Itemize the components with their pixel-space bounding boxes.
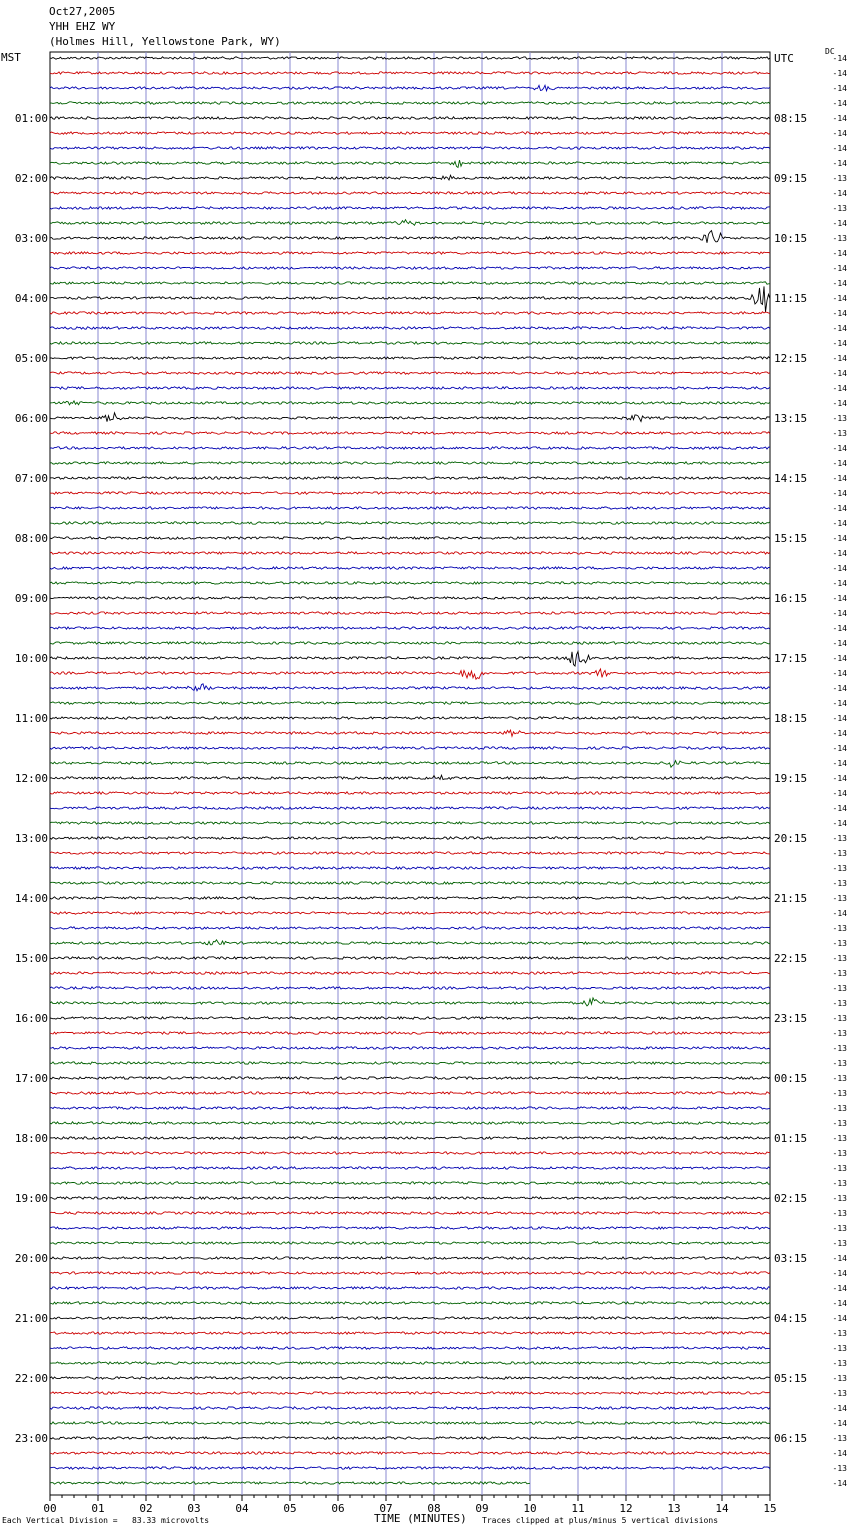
dc-offset-label: -14	[832, 624, 847, 633]
x-tick-label: 07	[379, 1502, 393, 1515]
trace-line	[50, 940, 770, 945]
trace-line	[50, 669, 770, 679]
dc-offset-label: -14	[832, 594, 847, 603]
dc-offset-label: -13	[832, 894, 847, 903]
dc-offset-label: -14	[832, 84, 847, 93]
dc-offset-label: -13	[832, 849, 847, 858]
dc-offset-label: -14	[832, 1299, 847, 1308]
utc-hour-label: 15:15	[774, 532, 808, 545]
utc-hour-label: 14:15	[774, 472, 808, 485]
x-tick-label: 06	[331, 1502, 345, 1515]
dc-offset-label: -13	[832, 414, 847, 423]
trace-line	[50, 312, 770, 314]
trace-line	[50, 597, 770, 599]
trace-line	[50, 447, 770, 449]
dc-offset-label: -14	[832, 54, 847, 63]
trace-line	[50, 282, 770, 284]
dc-offset-label: -14	[832, 69, 847, 78]
mst-hour-label: 08:00	[14, 532, 48, 545]
dc-offset-label: -14	[832, 189, 847, 198]
dc-offset-label: -13	[832, 1059, 847, 1068]
trace-line	[50, 1077, 770, 1079]
dc-offset-label: -14	[832, 684, 847, 693]
trace-line	[50, 492, 770, 494]
dc-offset-label: -13	[832, 1119, 847, 1128]
trace-line	[50, 267, 770, 269]
trace-line	[50, 1167, 770, 1169]
dc-offset-label: -13	[832, 1014, 847, 1023]
dc-offset-label: -13	[832, 879, 847, 888]
dc-offset-label: -14	[832, 1404, 847, 1413]
trace-line	[50, 1422, 770, 1424]
trace-line	[50, 327, 770, 329]
utc-hour-label: 04:15	[774, 1312, 808, 1325]
dc-offset-label: -13	[832, 924, 847, 933]
dc-offset-label: -13	[832, 234, 847, 243]
trace-line	[50, 1152, 770, 1154]
utc-hour-label: 22:15	[774, 952, 808, 965]
dc-offset-label: -14	[832, 249, 847, 258]
utc-hour-label: 00:15	[774, 1072, 808, 1085]
mst-hour-label: 23:00	[14, 1432, 48, 1445]
trace-line	[50, 477, 770, 479]
dc-offset-label: -14	[832, 549, 847, 558]
trace-line	[50, 1062, 770, 1064]
dc-offset-label: -14	[832, 384, 847, 393]
trace-line	[50, 1452, 770, 1454]
dc-label: DC	[825, 47, 835, 56]
dc-offset-label: -14	[832, 1254, 847, 1263]
trace-line	[50, 912, 770, 914]
trace-line	[50, 1092, 770, 1094]
dc-offset-label: -14	[832, 789, 847, 798]
trace-line	[50, 1347, 770, 1349]
trace-line	[50, 867, 770, 869]
dc-offset-label: -14	[832, 474, 847, 483]
clip-note: Traces clipped at plus/minus 5 vertical divisions	[482, 1516, 719, 1525]
trace-line	[50, 413, 770, 422]
mst-hour-label: 02:00	[14, 172, 48, 185]
dc-offset-label: -14	[832, 489, 847, 498]
dc-offset-label: -14	[832, 819, 847, 828]
dc-offset-label: -14	[832, 1479, 847, 1488]
trace-line	[50, 1317, 770, 1319]
dc-offset-label: -13	[832, 1194, 847, 1203]
trace-line	[50, 1287, 770, 1289]
mst-hour-label: 05:00	[14, 352, 48, 365]
utc-hour-label: 21:15	[774, 892, 808, 905]
dc-offset-label: -14	[832, 639, 847, 648]
mst-hour-label: 04:00	[14, 292, 48, 305]
mst-label: MST	[1, 51, 21, 64]
dc-offset-label: -14	[832, 534, 847, 543]
dc-offset-label: -13	[832, 1089, 847, 1098]
minute-gridlines	[50, 52, 770, 1501]
dc-offset-label: -14	[832, 369, 847, 378]
dc-offset-label: -14	[832, 219, 847, 228]
trace-line	[50, 401, 770, 405]
dc-offset-label: -13	[832, 429, 847, 438]
trace-line	[50, 652, 770, 667]
dc-offset-label: -14	[832, 159, 847, 168]
dc-offset-label: -14	[832, 759, 847, 768]
utc-hour-label: 01:15	[774, 1132, 808, 1145]
trace-line	[50, 730, 770, 736]
dc-offset-label: -14	[832, 774, 847, 783]
trace-line	[50, 552, 770, 554]
dc-offset-label: -14	[832, 339, 847, 348]
trace-line	[50, 1227, 770, 1229]
trace-line	[50, 220, 770, 226]
dc-offset-label: -13	[832, 954, 847, 963]
x-tick-label: 10	[523, 1502, 537, 1515]
dc-offset-label: -13	[832, 1374, 847, 1383]
trace-line	[50, 160, 770, 167]
mst-hour-label: 20:00	[14, 1252, 48, 1265]
trace-line	[50, 882, 770, 884]
mst-hour-label: 18:00	[14, 1132, 48, 1145]
trace-line	[50, 117, 770, 119]
utc-hour-label: 12:15	[774, 352, 808, 365]
trace-line	[50, 1437, 770, 1439]
dc-offset-label: -13	[832, 1239, 847, 1248]
dc-offset-label: -13	[832, 1164, 847, 1173]
utc-hour-label: 11:15	[774, 292, 808, 305]
trace-line	[50, 507, 770, 509]
trace-line	[50, 1032, 770, 1034]
x-tick-label: 13	[667, 1502, 681, 1515]
mst-hour-label: 01:00	[14, 112, 48, 125]
trace-line	[50, 1257, 770, 1259]
x-tick-label: 15	[763, 1502, 777, 1515]
trace-line	[50, 1242, 770, 1244]
seismic-traces	[50, 57, 770, 1484]
trace-line	[50, 761, 770, 768]
dc-offset-label: -13	[832, 1344, 847, 1353]
dc-offset-label: -13	[832, 939, 847, 948]
dc-offset-label: -14	[832, 1269, 847, 1278]
dc-offset-label: -14	[832, 804, 847, 813]
dc-offset-label: -13	[832, 1029, 847, 1038]
trace-line	[50, 807, 770, 809]
trace-line	[50, 432, 770, 434]
trace-line	[50, 612, 770, 614]
scale-note: Each Vertical Division = 83.33 microvolts	[2, 1516, 210, 1525]
utc-hour-label: 02:15	[774, 1192, 808, 1205]
dc-offset-label: -13	[832, 1179, 847, 1188]
trace-line	[50, 987, 770, 989]
trace-line	[50, 642, 770, 644]
dc-offset-label: -13	[832, 1434, 847, 1443]
utc-hour-label: 05:15	[774, 1372, 808, 1385]
utc-hour-label: 19:15	[774, 772, 808, 785]
x-tick-label: 01	[91, 1502, 105, 1515]
dc-offset-label: -13	[832, 1209, 847, 1218]
trace-line	[50, 72, 770, 74]
x-tick-label: 08	[427, 1502, 441, 1515]
trace-line	[50, 207, 770, 209]
mst-hour-label: 16:00	[14, 1012, 48, 1025]
x-tick-label: 09	[475, 1502, 489, 1515]
trace-line	[50, 775, 770, 779]
utc-hour-label: 06:15	[774, 1432, 808, 1445]
trace-line	[50, 837, 770, 839]
trace-line	[50, 792, 770, 794]
dc-offset-label: -13	[832, 969, 847, 978]
dc-offset-label: -13	[832, 1329, 847, 1338]
dc-offset-label: -14	[832, 324, 847, 333]
dc-offset-label: -13	[832, 174, 847, 183]
trace-line	[50, 1302, 770, 1304]
mst-hour-label: 06:00	[14, 412, 48, 425]
dc-offset-label: -13	[832, 1104, 847, 1113]
trace-line	[50, 1392, 770, 1394]
dc-offset-label: -13	[832, 1389, 847, 1398]
utc-hour-label: 09:15	[774, 172, 808, 185]
trace-line	[50, 231, 770, 243]
trace-line	[50, 852, 770, 854]
dc-offset-label: -13	[832, 1134, 847, 1143]
trace-line	[50, 1467, 770, 1469]
trace-line	[50, 1407, 770, 1409]
trace-line	[50, 102, 770, 104]
dc-offset-label: -14	[832, 354, 847, 363]
dc-offset-label: -14	[832, 744, 847, 753]
dc-offset-label: -14	[832, 1419, 847, 1428]
dc-offset-label: -14	[832, 714, 847, 723]
dc-offset-label: -14	[832, 609, 847, 618]
dc-offset-label: -14	[832, 144, 847, 153]
mst-hour-label: 17:00	[14, 1072, 48, 1085]
mst-hour-label: 09:00	[14, 592, 48, 605]
x-tick-label: 03	[187, 1502, 201, 1515]
trace-line	[50, 1212, 770, 1214]
dc-offset-label: -14	[832, 99, 847, 108]
location-label: (Holmes Hill, Yellowstone Park, WY)	[49, 35, 281, 48]
mst-hour-label: 10:00	[14, 652, 48, 665]
trace-line	[50, 462, 770, 464]
dc-offset-label: -14	[832, 1449, 847, 1458]
trace-line	[50, 1197, 770, 1199]
trace-line	[50, 1017, 770, 1019]
dc-offset-label: -14	[832, 654, 847, 663]
dc-offset-label: -14	[832, 129, 847, 138]
dc-offset-label: -13	[832, 1359, 847, 1368]
dc-offset-label: -14	[832, 399, 847, 408]
dc-offset-label: -13	[832, 1149, 847, 1158]
x-axis-title: TIME (MINUTES)	[374, 1512, 467, 1525]
trace-line	[50, 57, 770, 59]
trace-line	[50, 85, 770, 91]
utc-hour-label: 08:15	[774, 112, 808, 125]
trace-line	[50, 132, 770, 134]
mst-hour-label: 19:00	[14, 1192, 48, 1205]
date-label: Oct27,2005	[49, 5, 116, 18]
trace-line	[50, 684, 770, 691]
dc-offset-label: -14	[832, 279, 847, 288]
utc-label: UTC	[774, 52, 794, 65]
dc-offset-label: -14	[832, 309, 847, 318]
trace-line	[50, 582, 770, 584]
trace-line	[50, 567, 770, 569]
trace-line	[50, 357, 770, 359]
trace-line	[50, 1122, 770, 1124]
x-tick-label: 04	[235, 1502, 249, 1515]
mst-hour-label: 15:00	[14, 952, 48, 965]
dc-offset-label: -14	[832, 519, 847, 528]
trace-line	[50, 1182, 770, 1184]
trace-line	[50, 702, 770, 704]
trace-line	[50, 537, 770, 539]
dc-offset-label: -14	[832, 564, 847, 573]
trace-line	[50, 1272, 770, 1274]
utc-hour-label: 10:15	[774, 232, 808, 245]
trace-line	[50, 192, 770, 194]
trace-line	[50, 1332, 770, 1334]
x-tick-label: 11	[571, 1502, 585, 1515]
x-tick-label: 00	[43, 1502, 57, 1515]
dc-offset-label: -14	[832, 114, 847, 123]
dc-offset-label: -13	[832, 1044, 847, 1053]
utc-hour-label: 18:15	[774, 712, 808, 725]
trace-line	[50, 927, 770, 929]
trace-line	[50, 1377, 770, 1379]
trace-line	[50, 747, 770, 749]
mst-hour-label: 03:00	[14, 232, 48, 245]
dc-offset-label: -14	[832, 579, 847, 588]
dc-offset-label: -13	[832, 834, 847, 843]
utc-hour-label: 23:15	[774, 1012, 808, 1025]
x-tick-label: 02	[139, 1502, 153, 1515]
dc-offset-label: -13	[832, 864, 847, 873]
trace-line	[50, 897, 770, 899]
trace-line	[50, 1137, 770, 1139]
dc-offset-label: -14	[832, 669, 847, 678]
x-tick-label: 12	[619, 1502, 633, 1515]
trace-line	[50, 998, 770, 1006]
trace-line	[50, 1362, 770, 1364]
trace-line	[50, 972, 770, 974]
dc-offset-label: -13	[832, 1074, 847, 1083]
dc-offset-label: -14	[832, 294, 847, 303]
mst-hour-label: 12:00	[14, 772, 48, 785]
utc-hour-label: 16:15	[774, 592, 808, 605]
utc-hour-label: 03:15	[774, 1252, 808, 1265]
mst-hour-label: 11:00	[14, 712, 48, 725]
trace-line	[50, 175, 770, 180]
trace-line	[50, 522, 770, 524]
trace-line	[50, 717, 770, 719]
dc-offset-label: -14	[832, 729, 847, 738]
dc-offset-label: -14	[832, 504, 847, 513]
trace-line	[50, 286, 770, 312]
dc-offset-label: -13	[832, 1464, 847, 1473]
dc-offset-label: -14	[832, 909, 847, 918]
mst-hour-label: 22:00	[14, 1372, 48, 1385]
dc-offset-label: -14	[832, 459, 847, 468]
dc-offset-label: -14	[832, 264, 847, 273]
dc-offset-label: -13	[832, 1224, 847, 1233]
mst-hour-label: 14:00	[14, 892, 48, 905]
trace-line	[50, 372, 770, 374]
x-tick-label: 05	[283, 1502, 297, 1515]
utc-hour-label: 20:15	[774, 832, 808, 845]
trace-line	[50, 957, 770, 959]
dc-offset-label: -14	[832, 699, 847, 708]
dc-offset-label: -13	[832, 999, 847, 1008]
trace-line	[50, 252, 770, 254]
mst-hour-label: 07:00	[14, 472, 48, 485]
trace-line	[50, 822, 770, 824]
x-tick-label: 14	[715, 1502, 729, 1515]
mst-hour-label: 13:00	[14, 832, 48, 845]
dc-offset-label: -14	[832, 1314, 847, 1323]
trace-line	[50, 1107, 770, 1109]
dc-offset-label: -14	[832, 1284, 847, 1293]
utc-hour-label: 17:15	[774, 652, 808, 665]
trace-line	[50, 387, 770, 389]
dc-offset-label: -14	[832, 444, 847, 453]
trace-line	[50, 1047, 770, 1049]
mst-hour-label: 21:00	[14, 1312, 48, 1325]
dc-offset-label: -13	[832, 984, 847, 993]
station-label: YHH EHZ WY	[49, 20, 116, 33]
trace-line	[50, 627, 770, 629]
trace-line	[50, 342, 770, 344]
trace-line	[50, 147, 770, 149]
dc-offset-label: -13	[832, 204, 847, 213]
utc-hour-label: 13:15	[774, 412, 808, 425]
